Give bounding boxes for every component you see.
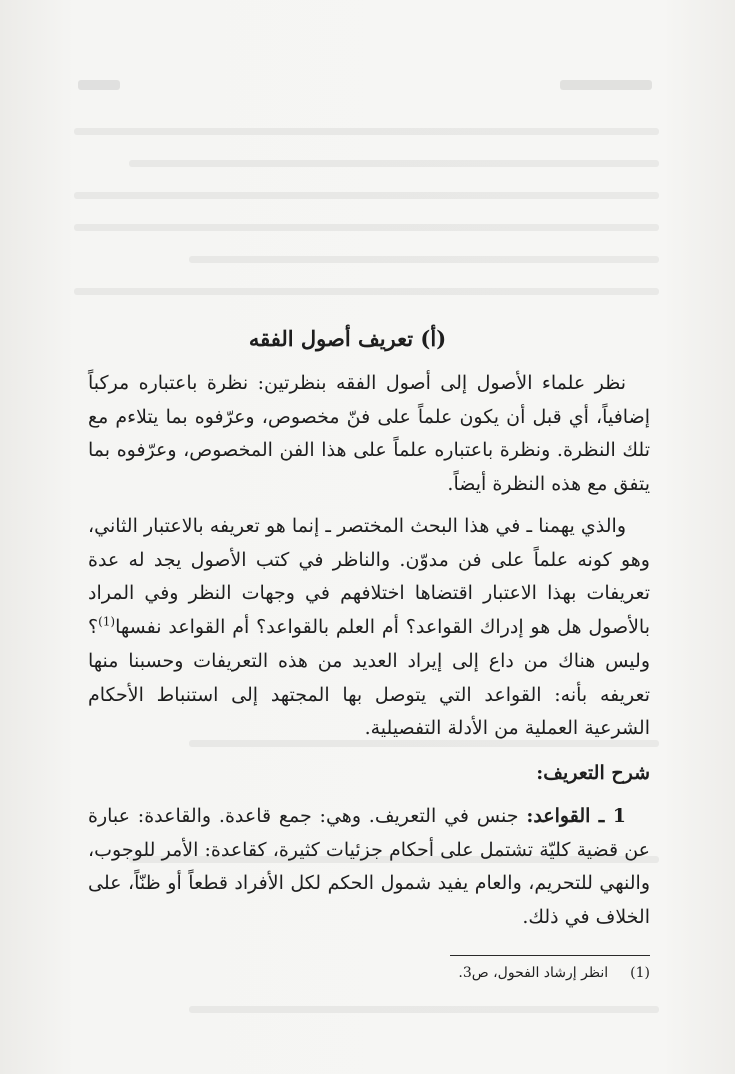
definition-explanation-heading: شرح التعريف: [536, 762, 650, 784]
footnote-text: انظر إرشاد الفحول، ص3. [458, 965, 609, 981]
paragraph-second-view [88, 510, 650, 746]
paragraph-intro [88, 367, 650, 502]
footnote-reference: (1) [98, 614, 116, 629]
paragraph-second-view-text-end: ؟ وليس هناك من داع إلى إيراد العديد من هذه التعريفات وحسبنا منها تعريفه بأنه: القواعد التي يتوصل بها المجتهد إلى استنباط الأحكام الشرعية العملية من الأدلة التفصيلية. [88, 616, 650, 740]
paragraph-intro-text: نظر علماء الأصول إلى أصول الفقه بنظرتين: نظرة باعتباره مركباً إضافياً، أي قبل أن يكون علماً على فنّ مخصوص، وعرّفوه بما يتلاءم مع تلك النظرة. ونظرة باعتباره علماً على هذا الفن المخصوص، وعرّفوه بما يتفق مع هذه النظرة أيضاً. [88, 372, 650, 496]
definition-item-1-text: جنس في التعريف. وهي: جمع قاعدة. والقاعدة: عبارة عن قضية كليّة تشتمل على أحكام جزئيات كثيرة، كقاعدة: الأمر للوجوب، والنهي للتحريم، والعام يفيد شمول الحكم لكل الأفراد قطعاً أو ظنّاً، على الخلاف في ذلك. [88, 805, 650, 929]
footnote-number: (1) [630, 965, 650, 981]
footnote [88, 963, 650, 983]
paragraph-second-view-text-start: والذي يهمنا ـ في هذا البحث المختصر ـ إنما هو تعريفه بالاعتبار الثاني، وهو كونه علماً على فن مدوّن. والناظر في كتب الأصول يجد له عدة تعريفات بهذا الاعتبار اقتضاها اختلافهم في وجهات النظر وفي المراد بالأصول هل هو إدراك القواعد؟ أم العلم بالقواعد؟ أم القواعد نفسها [88, 515, 650, 639]
definition-item-1 [88, 800, 650, 935]
footnote-divider [450, 955, 650, 956]
definition-item-1-term: 1 ـ القواعد: [526, 805, 626, 827]
section-heading: (أ) تعريف أصول الفقه [248, 326, 447, 351]
